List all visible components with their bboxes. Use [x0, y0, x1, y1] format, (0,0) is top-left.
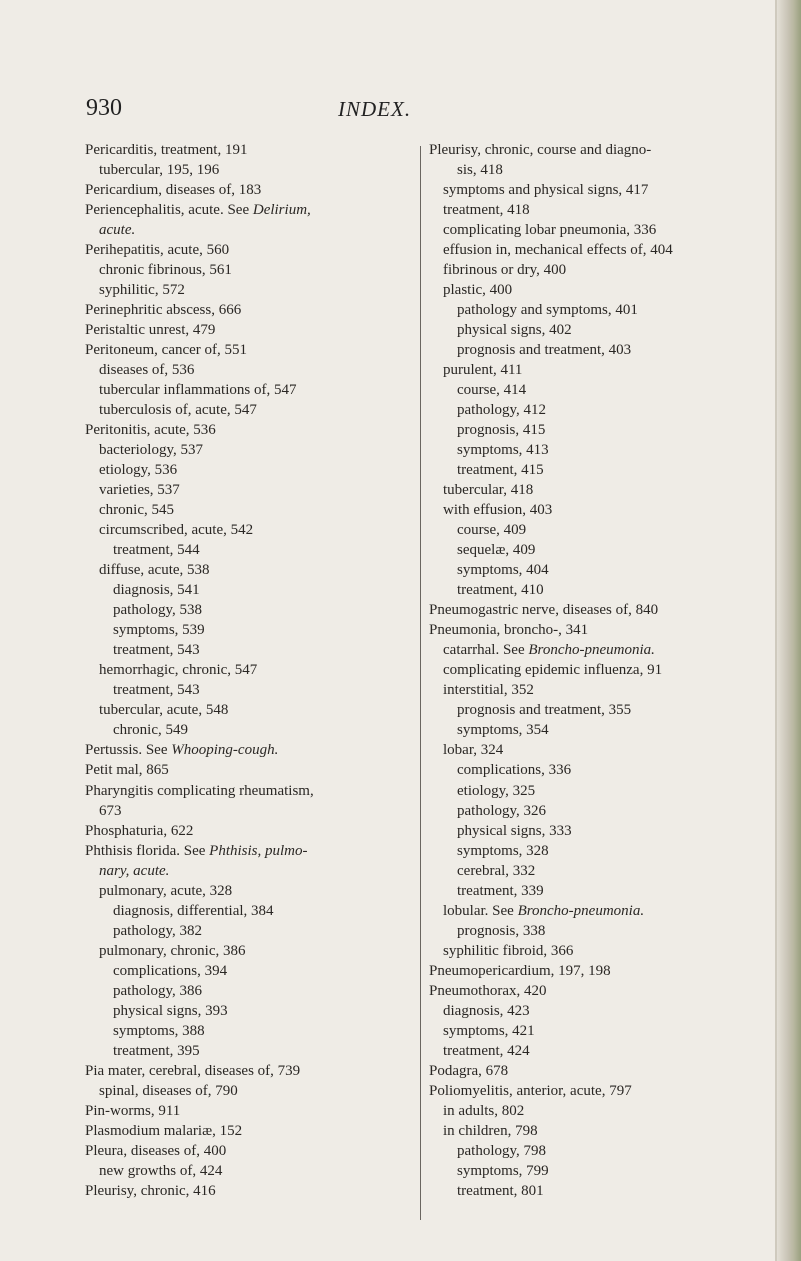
index-entry-text: syphilitic fibroid, 366 [443, 942, 574, 959]
index-entry-text: diffuse, acute, 538 [99, 562, 210, 579]
index-entry [85, 861, 403, 881]
index-entry-text: symptoms, 421 [443, 1022, 535, 1039]
index-entry [429, 180, 769, 200]
index-entry-text: tubercular, 195, 196 [99, 162, 220, 179]
index-entry [85, 1041, 403, 1061]
index-entry [85, 500, 403, 520]
index-entry-text: prognosis, 415 [457, 422, 546, 439]
index-entry [429, 1001, 769, 1021]
index-entry [85, 520, 403, 540]
index-entry [429, 901, 769, 921]
index-entry [85, 1121, 403, 1141]
index-entry-text: complicating epidemic influenza, 91 [443, 662, 663, 679]
index-entry-text: chronic, 549 [113, 722, 188, 739]
index-entry-text: Pleurisy, chronic, 416 [85, 1182, 216, 1199]
index-entry-text: cerebral, 332 [457, 862, 536, 879]
index-entry-text: tuberculosis of, acute, 547 [99, 402, 257, 419]
index-entry-text: etiology, 325 [457, 782, 536, 799]
index-entry-text: purulent, 411 [443, 362, 523, 379]
index-entry-text: diagnosis, 423 [443, 1002, 530, 1019]
index-entry-text: symptoms, 354 [457, 722, 549, 739]
index-entry [85, 921, 403, 941]
index-entry-text: Perinephritic abscess, 666 [85, 302, 242, 319]
index-entry-text: in children, 798 [443, 1122, 538, 1139]
index-entry-text: pathology, 326 [457, 802, 547, 819]
index-entry-text: physical signs, 333 [457, 822, 572, 839]
index-entry [85, 760, 403, 780]
index-entry [429, 1141, 769, 1161]
index-entry [429, 1041, 769, 1061]
index-entry-text: catarrhal. See [443, 642, 529, 659]
index-entry [429, 801, 769, 821]
index-entry [429, 620, 769, 640]
index-entry [85, 320, 403, 340]
index-entry [429, 680, 769, 700]
index-entry-text: tubercular inflammations of, 547 [99, 382, 297, 399]
index-entry [85, 580, 403, 600]
index-entry [85, 540, 403, 560]
index-entry-text: prognosis and treatment, 355 [457, 702, 632, 719]
index-entry-text: pathology, 798 [457, 1142, 547, 1159]
index-entry-text: Pleurisy, chronic, course and diagno- [429, 142, 652, 158]
index-entry-text: sequelæ, 409 [457, 542, 536, 559]
index-entry [429, 921, 769, 941]
index-entry [429, 140, 769, 160]
index-entry [85, 700, 403, 720]
index-entry-text: lobar, 324 [443, 742, 504, 759]
index-entry [429, 660, 769, 680]
index-entry-text: bacteriology, 537 [99, 442, 203, 459]
column-divider [420, 146, 421, 1220]
index-entry [429, 220, 769, 240]
index-entry-text: with effusion, 403 [443, 502, 553, 519]
index-entry-text: pulmonary, chronic, 386 [99, 942, 246, 959]
index-entry [429, 420, 769, 440]
index-entry [85, 881, 403, 901]
index-entry [429, 1181, 769, 1201]
index-entry-text: course, 414 [457, 382, 527, 399]
index-entry [85, 1061, 403, 1081]
index-entry [85, 160, 403, 180]
index-entry [85, 660, 403, 680]
index-entry-text: treatment, 395 [113, 1042, 200, 1059]
index-entry [429, 360, 769, 380]
index-entry [85, 480, 403, 500]
index-entry-text: Phosphaturia, 622 [85, 822, 194, 839]
index-entry [85, 280, 403, 300]
index-entry-text: syphilitic, 572 [99, 282, 185, 299]
index-entry-text: Pleura, diseases of, 400 [85, 1142, 227, 1159]
index-entry-text: Peritoneum, cancer of, 551 [85, 342, 248, 359]
index-entry-text: Peristaltic unrest, 479 [85, 322, 216, 339]
index-entry [429, 540, 769, 560]
index-entry [429, 640, 769, 660]
index-entry [429, 440, 769, 460]
index-entry-text: pathology and symptoms, 401 [457, 302, 638, 319]
index-entry [85, 180, 403, 200]
index-entry [85, 220, 403, 240]
index-entry [429, 941, 769, 961]
index-entry [429, 320, 769, 340]
index-entry [429, 821, 769, 841]
index-entry [85, 400, 403, 420]
index-entry [85, 1181, 403, 1201]
index-entry [429, 760, 769, 780]
index-entry-text: complications, 394 [113, 962, 228, 979]
index-entry-text: physical signs, 402 [457, 322, 572, 339]
index-entry [429, 400, 769, 420]
index-entry-text: symptoms and physical signs, 417 [443, 182, 649, 199]
index-entry [429, 200, 769, 220]
index-entry [429, 520, 769, 540]
index-entry [85, 560, 403, 580]
index-entry-text: Pneumothorax, 420 [429, 982, 547, 999]
index-entry-text: treatment, 544 [113, 542, 200, 559]
index-entry-text: symptoms, 404 [457, 562, 549, 579]
index-entry [429, 480, 769, 500]
index-entry [85, 620, 403, 640]
index-entry [429, 280, 769, 300]
index-entry [429, 841, 769, 861]
index-entry [429, 260, 769, 280]
index-entry-text: spinal, diseases of, 790 [99, 1082, 238, 1099]
index-entry [85, 740, 403, 760]
index-entry-text: circumscribed, acute, 542 [99, 522, 254, 539]
index-entry [85, 720, 403, 740]
index-entry-text: treatment, 418 [443, 202, 530, 219]
index-entry [85, 340, 403, 360]
index-entry-crossref: acute. [99, 222, 136, 239]
index-entry-crossref: Delirium, [252, 202, 311, 219]
index-entry-text: treatment, 424 [443, 1042, 530, 1059]
index-entry-text: chronic fibrinous, 561 [99, 262, 232, 279]
page-edge [777, 0, 801, 1261]
index-entry-text: plastic, 400 [443, 282, 513, 299]
index-entry [429, 1081, 769, 1101]
index-entry [85, 801, 403, 821]
index-entry-text: treatment, 543 [113, 642, 200, 659]
index-entry-text: effusion in, mechanical effects of, 404 [443, 242, 673, 259]
index-entry-text: chronic, 545 [99, 502, 174, 519]
index-entry-text: treatment, 415 [457, 462, 544, 479]
index-entry-text: Periencephalitis, acute. See [85, 202, 253, 219]
index-entry [429, 500, 769, 520]
index-entry-text: tubercular, acute, 548 [99, 702, 229, 719]
index-entry-text: Phthisis florida. See [85, 842, 210, 859]
index-entry-text: pathology, 412 [457, 402, 547, 419]
index-entry-crossref: Broncho-pneumonia. [517, 902, 645, 919]
index-entry-text: pathology, 538 [113, 602, 203, 619]
index-entry-text: Petit mal, 865 [85, 762, 169, 779]
index-entry-text: diagnosis, differential, 384 [113, 902, 274, 919]
index-entry [85, 1141, 403, 1161]
index-entry-text: in adults, 802 [443, 1102, 525, 1119]
index-entry [85, 680, 403, 700]
index-entry [429, 160, 769, 180]
index-entry [429, 300, 769, 320]
index-entry [85, 640, 403, 660]
index-entry [85, 360, 403, 380]
index-entry-text: Plasmodium malariæ, 152 [85, 1122, 243, 1139]
index-entry-text: symptoms, 328 [457, 842, 549, 859]
index-entry-text: Pneumopericardium, 197, 198 [429, 962, 611, 979]
index-entry-text: prognosis, 338 [457, 922, 546, 939]
index-entry-text: diseases of, 536 [99, 362, 195, 379]
index-entry-text: 673 [99, 802, 122, 819]
index-entry-text: complicating lobar pneumonia, 336 [443, 222, 657, 239]
index-entry-text: Pericardium, diseases of, 183 [85, 182, 262, 199]
index-entry-text: course, 409 [457, 522, 527, 539]
index-entry-text: interstitial, 352 [443, 682, 534, 699]
index-entry [429, 240, 769, 260]
index-entry [429, 380, 769, 400]
index-entry-text: Pia mater, cerebral, diseases of, 739 [85, 1062, 301, 1079]
index-entry [85, 380, 403, 400]
index-entry-text: Peritonitis, acute, 536 [85, 422, 216, 439]
index-entry [85, 1161, 403, 1181]
index-entry [85, 901, 403, 921]
index-entry [85, 941, 403, 961]
index-entry-text: pulmonary, acute, 328 [99, 882, 233, 899]
index-entry [85, 420, 403, 440]
index-entry-text: symptoms, 413 [457, 442, 549, 459]
index-entry [85, 961, 403, 981]
index-entry [429, 1121, 769, 1141]
index-entry-crossref: nary, acute. [99, 862, 170, 879]
index-entry-text: new growths of, 424 [99, 1162, 223, 1179]
index-entry-text: treatment, 543 [113, 682, 200, 699]
index-entry-text: symptoms, 799 [457, 1162, 549, 1179]
index-entry-text: pathology, 382 [113, 922, 203, 939]
index-entry-text: symptoms, 539 [113, 622, 205, 639]
index-entry-text: diagnosis, 541 [113, 582, 200, 599]
index-entry [429, 580, 769, 600]
index-entry-text: symptoms, 388 [113, 1022, 205, 1039]
index-entry [85, 440, 403, 460]
index-entry-text: Pertussis. See [85, 742, 172, 759]
index-entry-text: treatment, 801 [457, 1182, 544, 1199]
index-entry [85, 240, 403, 260]
index-column-left [85, 140, 403, 1201]
index-entry [429, 340, 769, 360]
index-entry-crossref: Phthisis, pulmo- [209, 842, 308, 859]
index-entry-text: prognosis and treatment, 403 [457, 342, 632, 359]
index-entry [85, 1001, 403, 1021]
index-entry-text: Poliomyelitis, anterior, acute, 797 [429, 1082, 632, 1099]
index-entry-text: tubercular, 418 [443, 482, 534, 499]
index-entry [85, 1101, 403, 1121]
index-entry [85, 781, 403, 801]
index-entry [429, 600, 769, 620]
index-entry-text: Pharyngitis complicating rheumatism, [85, 782, 314, 799]
index-entry-text: Podagra, 678 [429, 1062, 509, 1079]
index-entry [85, 260, 403, 280]
running-title: INDEX. [338, 97, 412, 121]
index-entry [85, 300, 403, 320]
index-entry-crossref: Whooping-cough. [171, 742, 279, 759]
index-entry [429, 1061, 769, 1081]
index-entry [429, 560, 769, 580]
index-entry-text: etiology, 536 [99, 462, 178, 479]
index-entry-text: Pin-worms, 911 [85, 1102, 181, 1119]
index-entry-text: treatment, 410 [457, 582, 544, 599]
index-entry [429, 1161, 769, 1181]
page-number: 930 [86, 95, 122, 121]
index-entry [429, 460, 769, 480]
index-entry [85, 981, 403, 1001]
index-entry [429, 1101, 769, 1121]
index-entry-text: Perihepatitis, acute, 560 [85, 242, 230, 259]
index-entry-text: Pneumonia, broncho-, 341 [429, 622, 589, 639]
index-entry [429, 861, 769, 881]
index-entry [85, 200, 403, 220]
index-entry-text: varieties, 537 [99, 482, 180, 499]
index-entry-text: Pericarditis, treatment, 191 [85, 142, 248, 158]
index-entry [85, 600, 403, 620]
index-entry [429, 700, 769, 720]
index-entry [85, 821, 403, 841]
index-entry-text: fibrinous or dry, 400 [443, 262, 567, 279]
index-column-right [429, 140, 769, 1201]
index-entry-text: physical signs, 393 [113, 1002, 228, 1019]
index-entry-text: lobular. See [443, 902, 518, 919]
index-entry [85, 460, 403, 480]
index-entry-text: Pneumogastric nerve, diseases of, 840 [429, 602, 659, 619]
index-entry [429, 961, 769, 981]
index-entry-text: sis, 418 [457, 162, 503, 179]
index-entry-text: hemorrhagic, chronic, 547 [99, 662, 258, 679]
index-entry [85, 1021, 403, 1041]
page-header [0, 90, 801, 126]
index-entry [429, 1021, 769, 1041]
index-entry-text: complications, 336 [457, 762, 572, 779]
index-entry-text: pathology, 386 [113, 982, 203, 999]
index-entry [85, 841, 403, 861]
index-entry [429, 781, 769, 801]
index-entry [429, 740, 769, 760]
index-entry [85, 1081, 403, 1101]
index-entry [429, 881, 769, 901]
index-entry [85, 140, 403, 160]
index-entry-text: treatment, 339 [457, 882, 544, 899]
index-entry-crossref: Broncho-pneumonia. [528, 642, 655, 659]
index-entry [429, 981, 769, 1001]
index-entry [429, 720, 769, 740]
